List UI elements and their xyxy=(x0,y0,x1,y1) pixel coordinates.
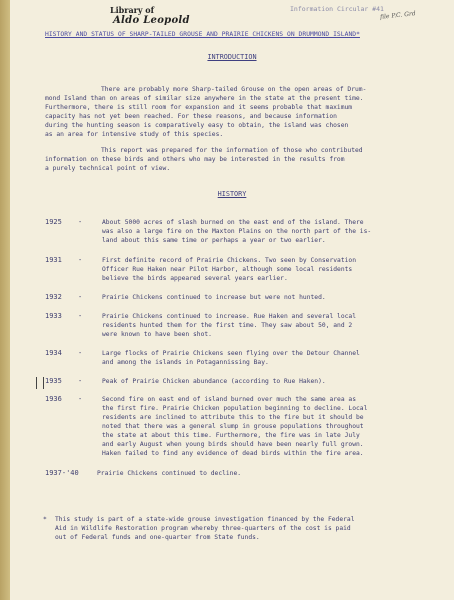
intro-paragraph-2 xyxy=(45,146,445,173)
entry-text xyxy=(102,293,326,302)
text-line: was also a large fire on the Maxton Plains on the north part of the is- xyxy=(102,228,372,235)
text-line: Aid in Wildlife Restoration program whereby three-quarters of the cost is paid xyxy=(55,525,351,532)
text-line: capacity has not yet been reached. For these reasons, and because information xyxy=(45,113,337,120)
library-stamp-name: Aldo Leopold xyxy=(113,15,190,26)
introduction-heading: INTRODUCTION xyxy=(207,53,257,61)
text-line: Officer Rue Haken near Pilot Harbor, although some local residents xyxy=(102,266,353,273)
text-line: believe the birds appeared several years earlier. xyxy=(102,275,288,282)
entry-text xyxy=(97,469,241,478)
footnote xyxy=(43,515,445,542)
text-line: during the hunting season is comparatively easy to obtain, the island was chosen xyxy=(45,122,349,129)
text-line: noted that there was a general slump in grouse populations throughout xyxy=(102,423,364,430)
text-line: Large flocks of Prairie Chickens seen flying over the Detour Channel xyxy=(102,350,360,357)
text-line: residents hunted them for the first time. They saw about 50, and 2 xyxy=(102,322,353,329)
text-line: residents are inclined to attribute this to the fire but it should be xyxy=(102,414,364,421)
text-line: and early August when young birds should have been nearly full grown. xyxy=(102,441,364,448)
binding-strip xyxy=(0,0,10,600)
text-line: were known to have been shot. xyxy=(102,331,212,338)
text-line: Prairie Chickens continued to increase. Rue Haken and several local xyxy=(102,313,357,320)
document-title: HISTORY AND STATUS OF SHARP-TAILED GROUSE AND PRAIRIE CHICKENS ON DRUMMOND ISLAND* xyxy=(45,31,360,38)
entry-year: 1932 xyxy=(45,293,62,301)
entry-year: 1933 xyxy=(45,312,62,320)
text-line: a purely technical point of view. xyxy=(45,165,171,172)
entry-text xyxy=(102,349,360,367)
text-line: Peak of Prairie Chicken abundance (according to Rue Haken). xyxy=(102,378,326,385)
library-stamp-line1: Library of xyxy=(110,5,155,15)
text-line: First definite record of Prairie Chickens. Two seen by Conservation xyxy=(102,257,357,264)
entry-text xyxy=(102,256,356,283)
text-line: the first fire. Prairie Chicken population beginning to decline. Local xyxy=(102,405,368,412)
entry-text xyxy=(102,377,326,386)
entry-year: 1934 xyxy=(45,349,62,357)
text-line: mond Island than on areas of similar size anywhere in the state at the present time. xyxy=(45,95,364,102)
text-line: Prairie Chickens continued to decline. xyxy=(97,470,242,477)
footnote-marker: * xyxy=(43,516,47,523)
text-line: information on these birds and others who may be interested in the results from xyxy=(45,156,345,163)
text-line: the state at about this time. Furthermore, the fire was in late July xyxy=(102,432,360,439)
entry-year: 1936 xyxy=(45,395,62,403)
entry-year: 1937-'40 xyxy=(45,469,79,477)
text-line: land about this same time or perhaps a year or two earlier. xyxy=(102,237,326,244)
text-line: Prairie Chickens continued to increase but were not hunted. xyxy=(102,294,326,301)
entry-dash: - xyxy=(78,377,83,385)
text-line: This study is part of a state-wide grouse investigation financed by the Federal xyxy=(55,516,355,523)
entry-dash: - xyxy=(78,256,83,264)
text-line: out of Federal funds and one-quarter from State funds. xyxy=(55,534,260,541)
circular-number: Information Circular #41 xyxy=(290,5,384,13)
handwritten-note: file P.C. Grd xyxy=(379,10,417,21)
text-line: About 5000 acres of slash burned on the east end of the island. There xyxy=(102,219,364,226)
entry-text xyxy=(102,218,371,245)
text-line: as an area for intensive study of this species. xyxy=(45,131,224,138)
entry-year: 1935 xyxy=(45,377,62,385)
entry-dash: - xyxy=(78,218,83,226)
text-line: This report was prepared for the information of those who contributed xyxy=(101,147,363,154)
text-line: Second fire on east end of island burned over much the same area as xyxy=(102,396,357,403)
document-page xyxy=(10,0,454,600)
entry-dash: - xyxy=(78,312,83,320)
intro-paragraph-1 xyxy=(45,85,445,139)
text-line: There are probably more Sharp-tailed Grouse on the open areas of Drum- xyxy=(101,86,367,93)
entry-year: 1925 xyxy=(45,218,62,226)
text-line: Haken failed to find any evidence of dead birds within the fire area. xyxy=(102,450,364,457)
text-line: Furthermore, there is still room for expansion and it seems probable that maximum xyxy=(45,104,353,111)
margin-mark xyxy=(36,377,44,389)
entry-year: 1931 xyxy=(45,256,62,264)
history-heading: HISTORY xyxy=(217,190,247,198)
text-line: and among the islands in Potagannissing Bay. xyxy=(102,359,269,366)
entry-text xyxy=(102,395,367,458)
entry-text xyxy=(102,312,356,339)
entry-dash: - xyxy=(78,395,83,403)
entry-dash: - xyxy=(78,349,83,357)
entry-dash: - xyxy=(78,293,83,301)
